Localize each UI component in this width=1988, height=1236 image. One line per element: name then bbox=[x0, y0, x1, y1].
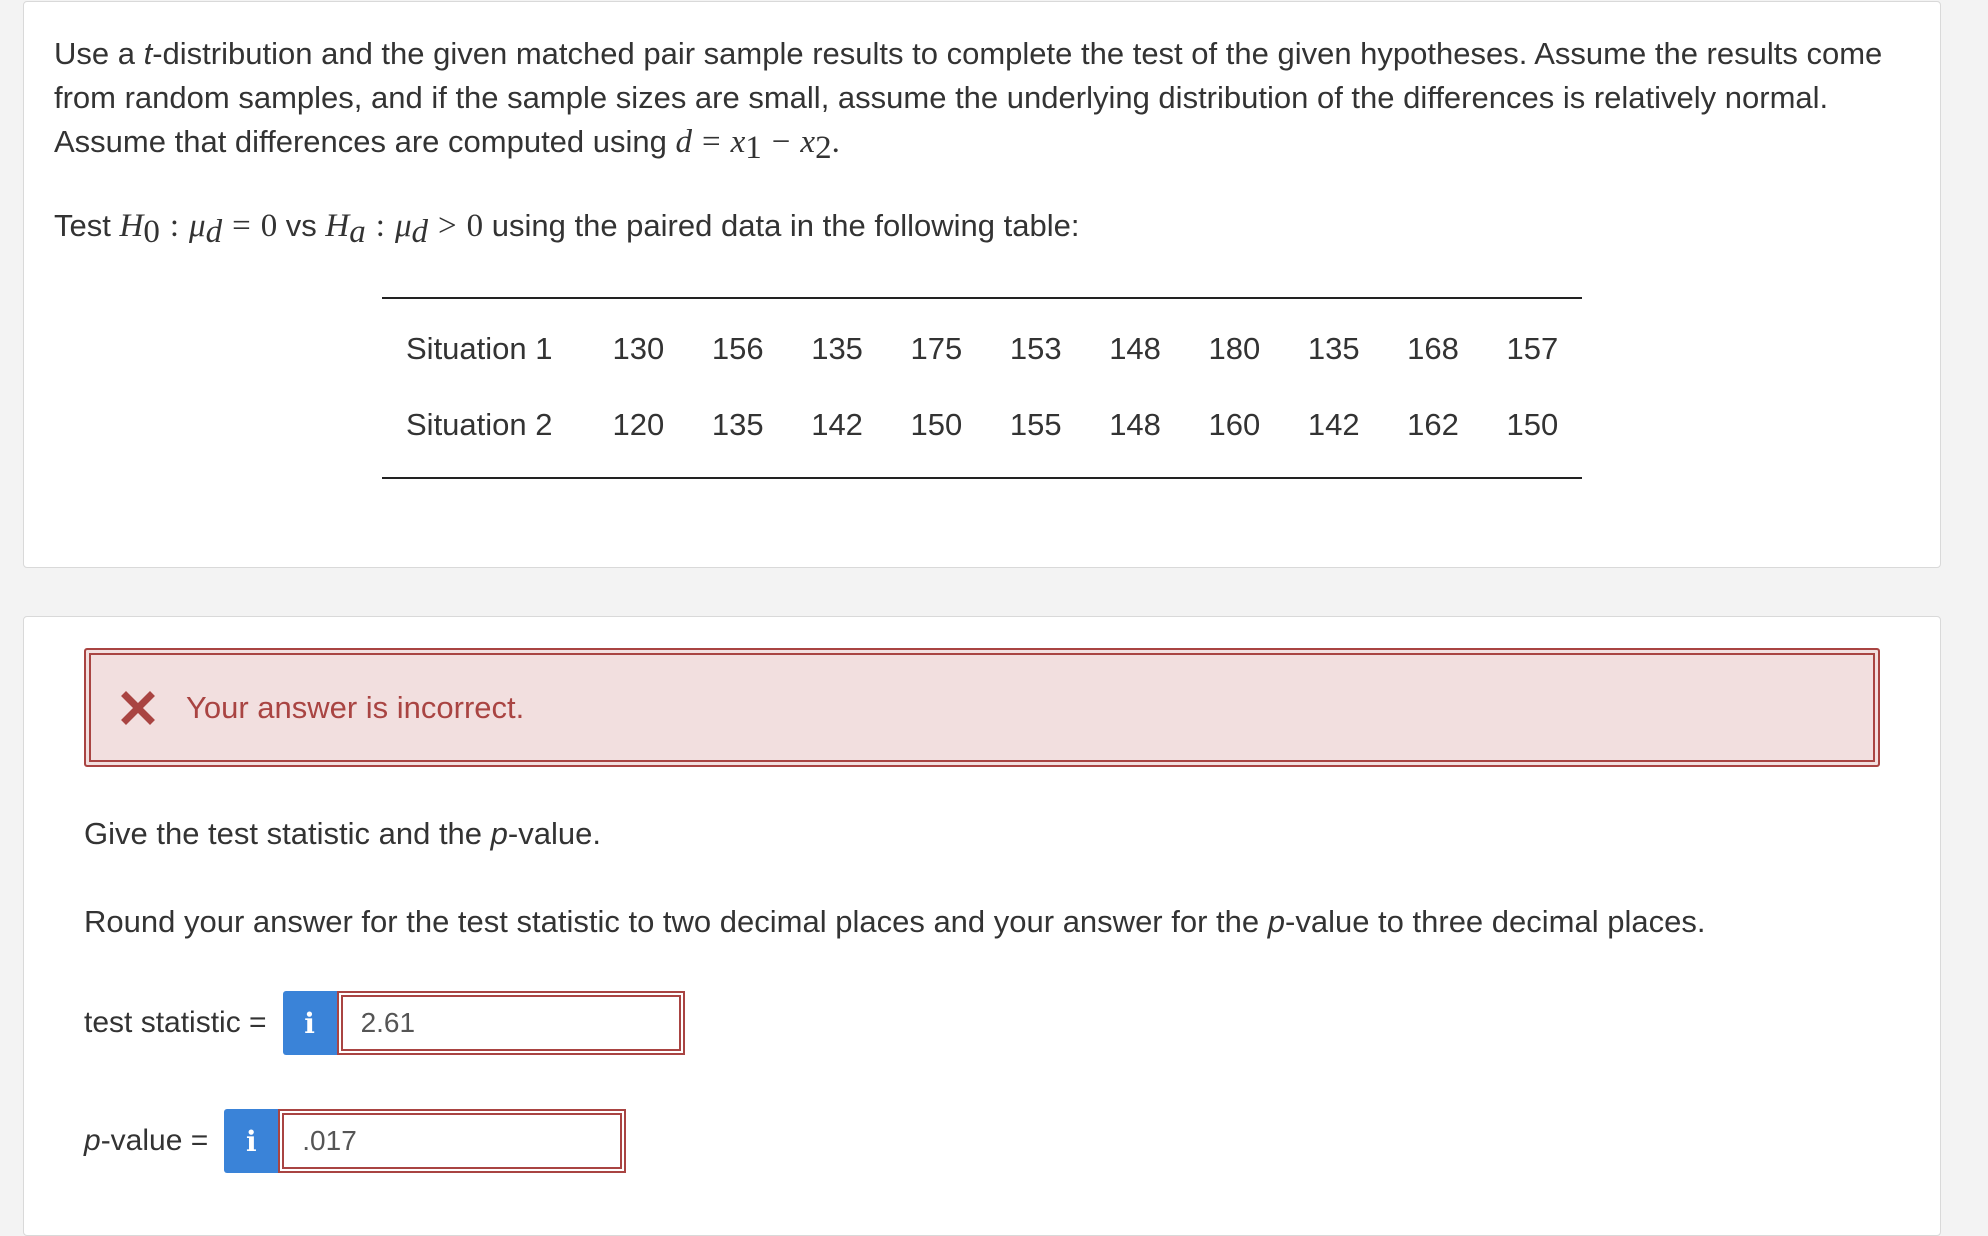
prompt-instruction: Give the test statistic and the p-value. bbox=[84, 816, 601, 851]
table-cell: 168 bbox=[1407, 331, 1459, 366]
question-card bbox=[23, 1, 1941, 568]
table-cell: 150 bbox=[910, 407, 963, 442]
x-icon bbox=[120, 690, 156, 726]
paired-data-table bbox=[382, 297, 1582, 479]
feedback-message: Your answer is incorrect. bbox=[186, 689, 525, 725]
pvalue-input[interactable] bbox=[278, 1109, 626, 1173]
info-icon[interactable]: i bbox=[283, 991, 337, 1055]
table-cell: 130 bbox=[612, 331, 665, 366]
hypotheses-line: Test $H_0$ : $\mu_d = 0$ vs $H_a$ : $\mu_d > 0$ using the paired data in the following table: bbox=[54, 208, 1080, 250]
table-cell: 175 bbox=[910, 331, 963, 366]
table-cell: 150 bbox=[1506, 407, 1559, 442]
table-cell: 142 bbox=[811, 407, 863, 442]
question-text: Use a t-distribution and the given matched pair sample results to complete the test of the given hypotheses. Assume the results come from random samples, and if the sample sizes are small, assume the underlying distribution of the differences is relatively normal. Assume that differences are computed using $d = x_1 - x_2$. bbox=[54, 36, 1883, 166]
pvalue-row bbox=[84, 1109, 626, 1173]
table-cell: 148 bbox=[1109, 407, 1161, 442]
table-row bbox=[382, 387, 1582, 463]
table-cell: 135 bbox=[1307, 331, 1360, 366]
rounding-instruction: Round your answer for the test statistic to two decimal places and your answer for the p-value to three decimal places. bbox=[84, 904, 1706, 939]
table-cell: 162 bbox=[1407, 407, 1459, 442]
table-cell: 153 bbox=[1009, 331, 1062, 366]
table-cell: 135 bbox=[711, 407, 764, 442]
feedback-alert bbox=[84, 648, 1880, 767]
table-row bbox=[382, 311, 1582, 387]
test-statistic-row bbox=[84, 991, 685, 1055]
table-cell: 160 bbox=[1208, 407, 1261, 442]
test-statistic-label: test statistic = bbox=[84, 1006, 267, 1039]
table-cell: 155 bbox=[1009, 407, 1062, 442]
test-statistic-input[interactable] bbox=[337, 991, 685, 1055]
table-cell: 148 bbox=[1109, 331, 1161, 366]
table-cell: 180 bbox=[1208, 331, 1261, 366]
table-cell: 135 bbox=[811, 331, 863, 366]
answer-card bbox=[23, 616, 1941, 1236]
table-cell: 156 bbox=[711, 331, 764, 366]
pvalue-label: p-value = bbox=[84, 1124, 209, 1157]
row-label: Situation 1 bbox=[406, 331, 553, 366]
table-cell: 142 bbox=[1307, 407, 1360, 442]
table-cell: 120 bbox=[612, 407, 665, 442]
row-label: Situation 2 bbox=[406, 407, 553, 442]
table-cell: 157 bbox=[1506, 331, 1559, 366]
info-icon[interactable]: i bbox=[224, 1109, 278, 1173]
